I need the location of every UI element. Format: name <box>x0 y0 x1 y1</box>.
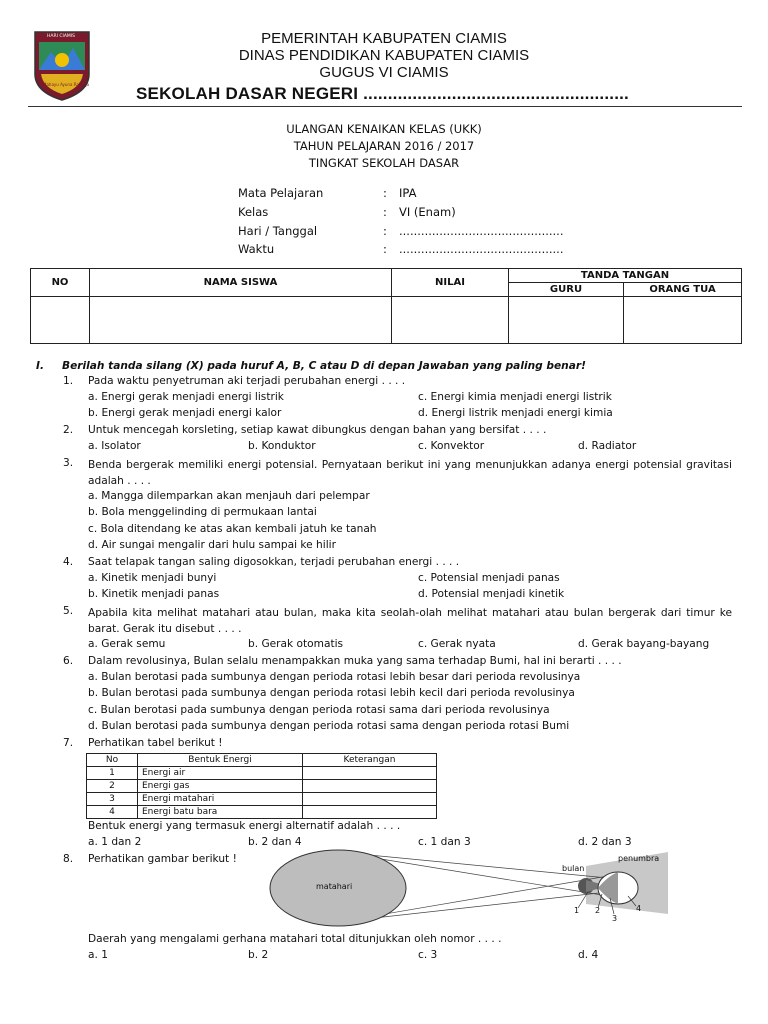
cell-nama[interactable] <box>90 297 392 344</box>
option-a[interactable]: a. Gerak semu <box>88 638 166 650</box>
info-colon: : <box>383 205 387 219</box>
option-d[interactable]: d. Energi listrik menjadi energi kimia <box>418 407 613 419</box>
info-value: VI (Enam) <box>399 205 456 219</box>
question-number: 7. <box>63 737 74 749</box>
info-value: ............................................. <box>399 242 564 256</box>
row-energi: Energi batu bara <box>138 806 303 819</box>
option-b[interactable]: b. Konduktor <box>248 440 316 452</box>
col-guru: GURU <box>509 283 624 297</box>
exam-level: TINGKAT SEKOLAH DASAR <box>308 156 460 170</box>
table-row <box>87 767 437 780</box>
option-c[interactable]: c. Konvektor <box>418 440 485 452</box>
option-d[interactable]: d. Bulan berotasi pada sumbunya dengan perioda rotasi sama dengan perioda rotasi Bumi <box>88 720 570 732</box>
col-nama: NAMA SISWA <box>90 269 392 297</box>
info-colon: : <box>383 186 387 200</box>
option-a[interactable]: a. 1 <box>88 949 108 961</box>
cell-guru[interactable] <box>509 297 624 344</box>
question-text: Pada waktu penyetruman aki terjadi perubahan energi . . . . <box>88 375 406 387</box>
row-energi: Energi matahari <box>138 793 303 806</box>
info-label: Hari / Tanggal <box>238 224 318 238</box>
question-number: 3. <box>63 457 74 469</box>
info-label: Waktu <box>238 242 275 256</box>
option-d[interactable]: d. Gerak bayang-bayang <box>578 638 710 650</box>
energy-table <box>86 753 437 819</box>
option-a[interactable]: a. Energi gerak menjadi energi listrik <box>88 391 284 403</box>
logo-top-text: HARI CIAMIS <box>47 34 75 39</box>
option-a[interactable]: a. 1 dan 2 <box>88 836 142 848</box>
question-text: Apabila kita melihat matahari atau bulan, maka kita seolah-olah melihat matahari atau bulan bergerak dari timur ke barat. Gerak itu disebut . . . . <box>88 607 732 635</box>
question-number: 6. <box>63 655 74 667</box>
header-line-3: GUGUS VI CIAMIS <box>319 64 449 81</box>
th-no: No <box>87 754 138 767</box>
option-b[interactable]: b. 2 dan 4 <box>248 836 302 848</box>
option-b[interactable]: b. Energi gerak menjadi energi kalor <box>88 407 282 419</box>
label-1: 1 <box>574 906 580 915</box>
option-b[interactable]: b. 2 <box>248 949 269 961</box>
row-no: 4 <box>87 806 138 819</box>
row-keterangan <box>303 793 437 806</box>
question-number: 1. <box>63 375 74 387</box>
question-text: Perhatikan gambar berikut ! <box>88 853 237 865</box>
question-text: Saat telapak tangan saling digosokkan, terjadi perubahan energi . . . . <box>88 556 460 568</box>
option-b[interactable]: b. Kinetik menjadi panas <box>88 588 220 600</box>
option-c[interactable]: c. 3 <box>418 949 438 961</box>
label-4: 4 <box>636 904 642 913</box>
option-b[interactable]: b. Bola menggelinding di permukaan lantai <box>88 506 317 518</box>
question-followup: Daerah yang mengalami gerhana matahari total ditunjukkan oleh nomor . . . . <box>88 933 502 945</box>
question-text: Dalam revolusinya, Bulan selalu menampakkan muka yang sama terhadap Bumi, hal ini berarti . . . . <box>88 655 622 667</box>
option-c[interactable]: c. Gerak nyata <box>418 638 496 650</box>
header-line-1: PEMERINTAH KABUPATEN CIAMIS <box>261 30 507 47</box>
header-divider <box>28 106 742 107</box>
question-text: Untuk mencegah korsleting, setiap kawat dibungkus dengan bahan yang bersifat . . . . <box>88 424 547 436</box>
option-c[interactable]: c. Bulan berotasi pada sumbunya dengan perioda rotasi sama dari perioda revolusinya <box>88 704 550 716</box>
label-2: 2 <box>595 906 601 915</box>
option-d[interactable]: d. Radiator <box>578 440 637 452</box>
col-orang-tua: ORANG TUA <box>624 283 742 297</box>
option-d[interactable]: d. 2 dan 3 <box>578 836 632 848</box>
row-keterangan <box>303 767 437 780</box>
question-followup: Bentuk energi yang termasuk energi alternatif adalah . . . . <box>88 820 401 832</box>
table-row <box>87 806 437 819</box>
eclipse-figure <box>268 848 668 928</box>
info-value: ............................................. <box>399 224 564 238</box>
label-matahari: matahari <box>316 882 353 891</box>
row-energi: Energi gas <box>138 780 303 793</box>
question-text: Benda bergerak memiliki energi potensial. Pernyataan berikut ini yang menunjukkan adanya energi potensial gravitasi adalah . . . . <box>88 459 732 487</box>
exam-year: TAHUN PELAJARAN 2016 / 2017 <box>293 139 475 153</box>
option-d[interactable]: d. Air sungai mengalir dari hulu sampai ke hilir <box>88 539 336 551</box>
option-d[interactable]: d. 4 <box>578 949 599 961</box>
label-penumbra: penumbra <box>618 854 660 863</box>
col-nilai: NILAI <box>392 269 509 297</box>
instruction-text: Berilah tanda silang (X) pada huruf A, B, C atau D di depan Jawaban yang paling benar! <box>62 360 586 372</box>
cell-no[interactable] <box>31 297 90 344</box>
table-row <box>87 793 437 806</box>
header-line-2: DINAS PENDIDIKAN KABUPATEN CIAMIS <box>238 47 530 64</box>
student-table <box>30 268 742 344</box>
option-a[interactable]: a. Mangga dilemparkan akan menjauh dari pelempar <box>88 490 370 502</box>
cell-nilai[interactable] <box>392 297 509 344</box>
row-energi: Energi air <box>138 767 303 780</box>
row-no: 2 <box>87 780 138 793</box>
col-no: NO <box>31 269 90 297</box>
question-number: 5. <box>63 605 74 617</box>
option-c[interactable]: c. Bola ditendang ke atas akan kembali jatuh ke tanah <box>88 523 377 535</box>
row-no: 3 <box>87 793 138 806</box>
option-a[interactable]: a. Isolator <box>88 440 141 452</box>
option-c[interactable]: c. 1 dan 3 <box>418 836 471 848</box>
info-label: Mata Pelajaran <box>238 186 324 200</box>
question-number: 2. <box>63 424 74 436</box>
table-row <box>87 780 437 793</box>
row-keterangan <box>303 780 437 793</box>
option-b[interactable]: b. Gerak otomatis <box>248 638 344 650</box>
question-number: 8. <box>63 853 74 865</box>
th-bentuk-energi: Bentuk Energi <box>138 754 303 767</box>
label-3: 3 <box>612 914 618 923</box>
info-colon: : <box>383 242 387 256</box>
question-number: 4. <box>63 556 74 568</box>
school-name: SEKOLAH DASAR NEGERI ...................................................... <box>136 84 629 103</box>
option-a[interactable]: a. Kinetik menjadi bunyi <box>88 572 217 584</box>
option-b[interactable]: b. Bulan berotasi pada sumbunya dengan perioda rotasi lebih kecil dari perioda revolusinya <box>88 687 575 699</box>
exam-title: ULANGAN KENAIKAN KELAS (UKK) <box>286 122 482 136</box>
info-colon: : <box>383 224 387 238</box>
option-c[interactable]: c. Potensial menjadi panas <box>418 572 560 584</box>
info-value: IPA <box>399 186 417 200</box>
cell-orang-tua[interactable] <box>624 297 742 344</box>
option-c[interactable]: c. Energi kimia menjadi energi listrik <box>418 391 612 403</box>
label-bulan: bulan <box>562 864 585 873</box>
row-no: 1 <box>87 767 138 780</box>
option-d[interactable]: d. Potensial menjadi kinetik <box>418 588 565 600</box>
info-label: Kelas <box>238 205 269 219</box>
th-keterangan: Keterangan <box>303 754 437 767</box>
option-a[interactable]: a. Bulan berotasi pada sumbunya dengan perioda rotasi lebih besar dari perioda revolusinya <box>88 671 581 683</box>
col-tanda-tangan: TANDA TANGAN <box>509 269 742 283</box>
logo-bottom-text: Mahayu Ayuna Raharja <box>43 82 90 87</box>
row-keterangan <box>303 806 437 819</box>
question-text: Perhatikan tabel berikut ! <box>88 737 223 749</box>
instruction-num: I. <box>36 360 44 372</box>
